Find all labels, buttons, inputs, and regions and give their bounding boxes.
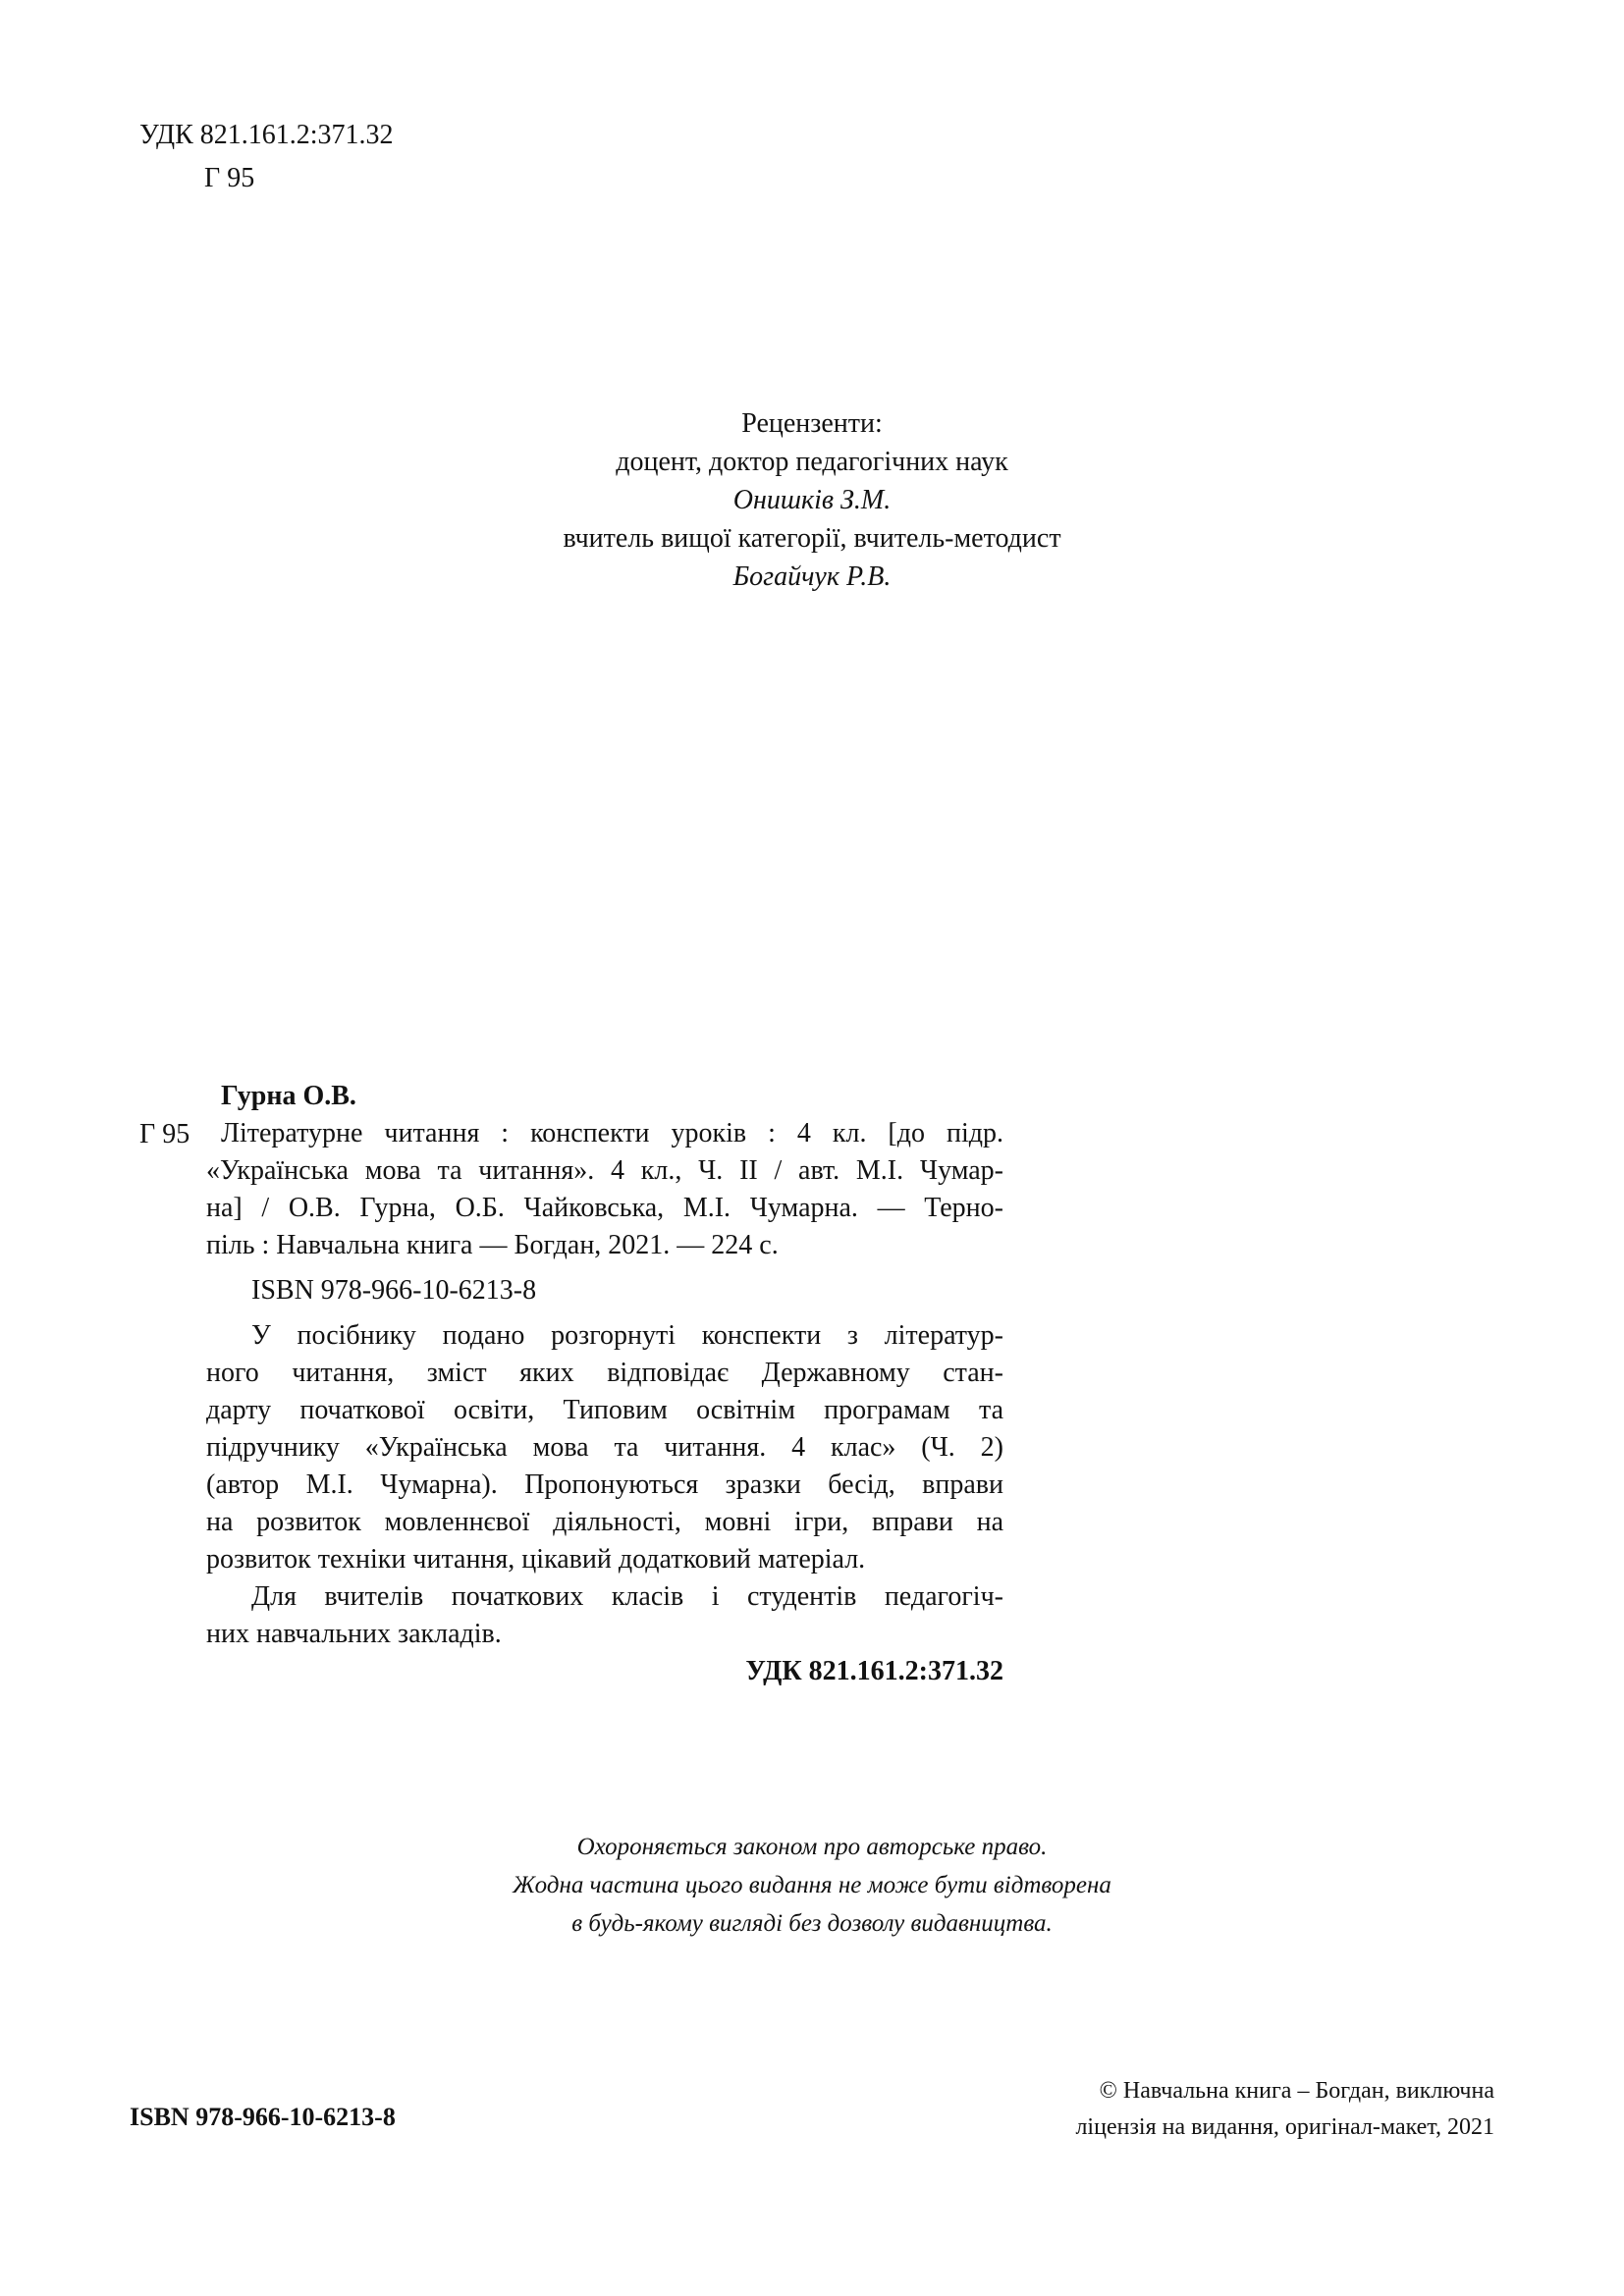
- publisher-copyright-line: ліцензія на видання, оригінал-макет, 2021: [1075, 2114, 1494, 2140]
- reviewers-block: [0, 404, 1624, 596]
- reviewer-title: доцент, доктор педагогічних наук: [616, 447, 1008, 477]
- reviewer-name: Онишків З.М.: [732, 485, 892, 515]
- catalog-author: Гурна О.В.: [221, 1081, 356, 1111]
- annotation-line: підручнику «Українська мова та читання. 4 клас» (Ч. 2): [206, 1432, 1003, 1463]
- catalog-column: [206, 1078, 1003, 1690]
- catalog-entry-line: «Українська мова та читання». 4 кл., Ч. II / авт. М.І. Чумар-: [206, 1155, 1003, 1186]
- copyright-notice-line: Охороняється законом про авторське право.: [576, 1834, 1048, 1860]
- annotation-line: розвиток техніки читання, цікавий додатковий матеріал.: [206, 1544, 866, 1575]
- copyright-notice-line: Жодна частина цього видання не може бути відтворена: [513, 1872, 1111, 1898]
- catalog-entry-line: на] / О.В. Гурна, О.Б. Чайковська, М.І. Чумарна. — Терно-: [206, 1193, 1003, 1223]
- catalog-isbn: ISBN 978-966-10-6213-8: [251, 1275, 537, 1306]
- audience-line: Для вчителів початкових класів і студентів педагогіч-: [251, 1581, 1003, 1612]
- publisher-copyright-line: © Навчальна книга – Богдан, виключна: [1099, 2078, 1494, 2104]
- udc-number: УДК 821.161.2:371.32: [139, 120, 394, 150]
- reviewer-name: Богайчук Р.В.: [732, 561, 892, 592]
- copyright-notice: [0, 1828, 1624, 1943]
- reviewers-heading: Рецензенти:: [741, 408, 883, 439]
- annotation-line: дарту початкової освіти, Типовим освітнім програмам та: [206, 1395, 1003, 1425]
- udc-block: [139, 114, 394, 200]
- annotation-line: ного читання, зміст яких відповідає Державному стан-: [206, 1358, 1003, 1388]
- copyright-notice-line: в будь-якому вигляді без дозволу видавництва.: [571, 1910, 1053, 1937]
- audience-line: них навчальних закладів.: [206, 1619, 502, 1649]
- catalog-entry-line: піль : Навчальна книга — Богдан, 2021. — 224 с.: [206, 1230, 779, 1260]
- footer-isbn: ISBN 978-966-10-6213-8: [130, 2103, 396, 2131]
- catalog-author-sign: Г 95: [139, 1119, 190, 1149]
- publisher-copyright: [1075, 2073, 1494, 2146]
- catalog-entry-line: Літературне читання : конспекти уроків : 4 кл. [до підр.: [221, 1118, 1003, 1148]
- udc-number-bottom: УДК 821.161.2:371.32: [745, 1656, 1003, 1686]
- author-sign: Г 95: [204, 163, 255, 193]
- annotation-line: У посібнику подано розгорнуті конспекти з літератур-: [251, 1320, 1003, 1351]
- reviewer-title: вчитель вищої категорії, вчитель-методист: [563, 523, 1061, 554]
- annotation-line: (автор М.І. Чумарна). Пропонуються зразки бесід, вправи: [206, 1469, 1003, 1500]
- annotation-line: на розвиток мовленнєвої діяльності, мовні ігри, вправи на: [206, 1507, 1003, 1537]
